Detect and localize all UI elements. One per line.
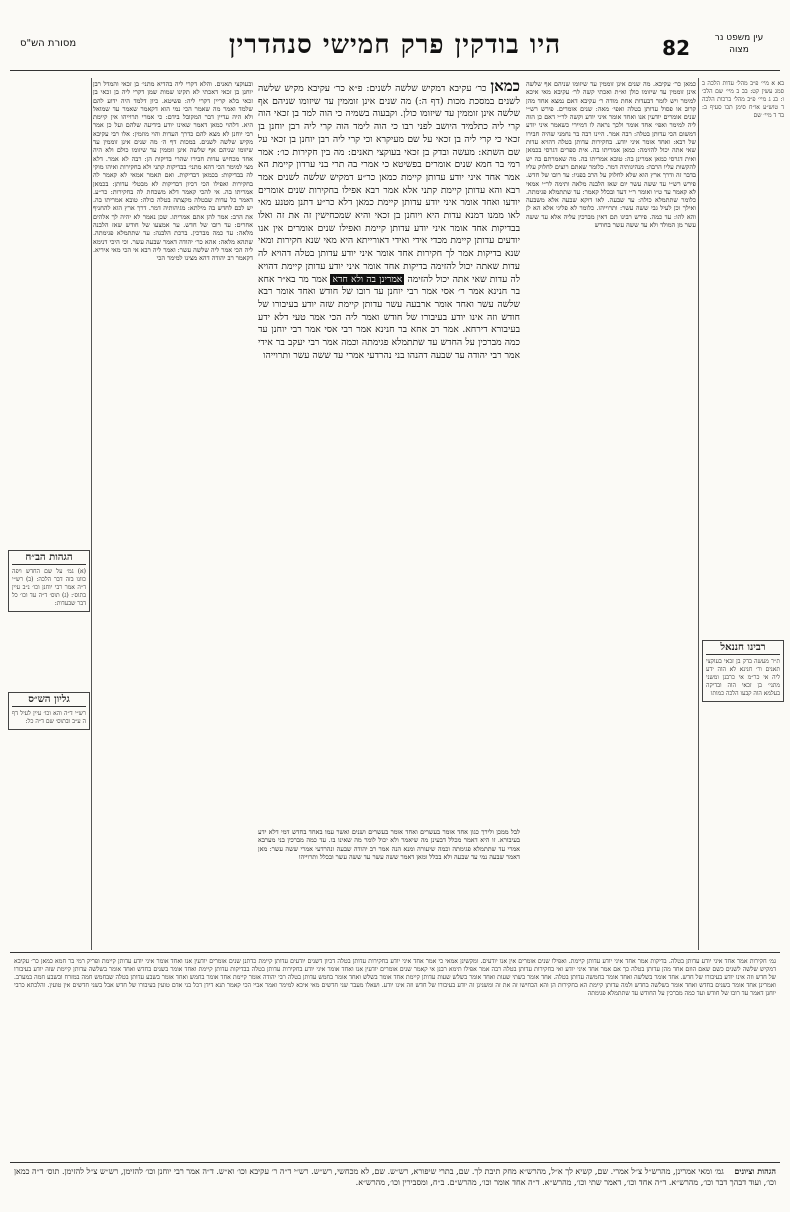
bottom-commentary: גמ׳ חקירות אמר אחד איני יודע עדותן בטלה. בדיקות אמר אחד איני יודע עדותן קיימת. ואפילו שנים אומרים אין אנו יודעים. ומקשינן אמאי כי אמר אחד איני יודע בחקירות עדותן בטלה דכיון דשנים יודעים עדותן קיימת כדתנן שנים אומרים יודעין אנו ואחד אומר איני יודע עדותן קיימת ופריק רמי בר חמא כמאן כר׳ עקיבא דמקיש שלשה לשנים כשם שאם הוזם אחד מהן עדותן בטלה כך אם אמר אחד איני יודע ואי בחקירות עדותן בטלה רבה אמר אפילו תימא רבנן אי קאמר שנים אומרים יודעין אנו ואחד אומר איני יודע בחקירות עדותן בטלה בבדיקות עדותן קיימת ואחד אומר בשנים בחדש ואחד אומר בשלשה עדותן קיימת שזה יודע בעיבורו של חדש וזה אינו יודע בעיבורו של חדש. אחד אומר בשלשה ואחד אומר בחמשה עדותן בטלה. אחד אומר בשתי שעות ואחד אומר בשלש שעות עדותן קיימת אחד אומר בשלש ואחד אומר בחמש עדותן בטלה רבי יהודה אומר קיימת אחד אומר בחמש ואחד אומר בשבע עדותן בטלה שבחמש חמה במזרח ובשבע חמה במערב. ואמרינן אחד אומר בשנים בחדש ואחד אומר בשלשה בחדש ולמה עדותן קיימת הא בחקירות הן והא הכחישו זה את זה ומשנינן זה יודע בעיבורו של חדש וזה אינו יודע. ושאלו מעבר שני חדשים מאי איכא למימר ואמר אביי הכי קאמר תנא דידן דכל בני אדם טועין בעיבורו של חדש אבל בשני חדשים אין טועין. והלכתא כרבי יוחנן דאמר עד רובו של חודש ועד כמה מברכין על החודש עד שתתמלא פגימתה bbox=[14, 958, 776, 997]
gilyon-hashas-title: גליון הש״ס bbox=[12, 696, 86, 707]
gemara-passage-2: אפילו בחקירות שנים אומרים יודעו ואחד אומר איני יודע עדותן קיימת כמאן דלא כר״ע דתנן מטנע מאי לאו ממנו דמנא עדות היא ויוחנן בן זכאי והיא שמכחישין זה את זה ואלו בבדיקות אחד אומר איני יודע עדותן קיימת ואפילו שנים אומרים אין אנו יודעים עדותן קיימת מכדי אידי ואידי דאורייתא היא מאי שנא חקירות ומאי שנא בדיקות אמר לך חקירות אחד אומר איני יודע עדותן בטלה דהויא לה עדות שאתה יכול להזימה בדיקות אחד אומר איני יודע עדותן קיימת דהויא לה עדות שאי אתה יכול להזימה bbox=[258, 184, 520, 285]
bottom-divider bbox=[10, 952, 780, 953]
glosses-text: גמ׳ ומאי אמרינן, מהרש״ל צ״ל אמרי. שם, קשיא לך א״ל, מהרש״א מחק תיבת לך. שם, בתרי שיפורא, רש״ש. שם, לא מכחשי, רש״ש. רש״י ד״ה ר׳ עקיבא וכו׳ וא״ש. ד״ה אמר רבי יוחנן וכו׳ להזימן, רש״ש צ״ל להזימן. תוס׳ ד״ה כמאן וכו׳, ועוד דבהך דבר וכו׳, מהרש״א. ד״ה אחד וכו׳, דאמר שתי וכו׳, מהרש״א. ד״ה אחד אומר וכו׳, מהרש״ם. ב״ח, ומסבירין וכו׳, מהרש״א. bbox=[14, 1167, 776, 1187]
mesoret-hashas-label: מסורת הש"ס bbox=[20, 38, 77, 49]
gilyon-hashas-box bbox=[8, 692, 90, 730]
ein-mishpat-text: בא א מיי׳ פ״ב מהל׳ עדות הלכה ב סמג עשין קט: בב ב מיי׳ שם הלכ׳ ו: בג ג מיי׳ פ״ב מהל׳ ברכות הלכה ד טוש״ע או״ח סימן תכו סעיף ב: בד ד מיי׳ שם bbox=[702, 80, 784, 119]
hagahot-habach-box bbox=[8, 550, 90, 612]
tosafot-commentary: כמאן כר׳ עקיבא. מה שנים אינן זוממין עד שיזומו שניהם אף שלשה אינן זוממין עד שיזומו כולן וא״ת ואכתי קשה לר׳ עקיבא מאי איכא למימר ויש לומר דבעדות אחת מודה ר׳ עקיבא דאם נמצא אחד מהן קרוב או פסול עדותן בטלה ואפי׳ מאה: שנים אומרים. פירש רש״י שנים אומרים יודעין אנו ואחד אומר איני יודע וקשה לר״י דאם כן הוה ליה למימר ואפי׳ אחד אומר ולכך נראה לו דמיירי כשאמר איני יודע דמשום הכי עדותן בטלה: רבה אמר. היינו רבה בר נחמני שהיה חבירו של רבא: ואחד אומר איני יודע. בחקירות עדותן בטלה דהויא עדות שאי אתה יכול להזימה: כמאן אמריתו בה. אית ספרים דגרסי בכמאן ואית דגרסי כמאן אמרינן בה: טובא אמריתו בה. מה שאמרתם בה יש להקשות עליו הרבה: מנהיגותיה דמר. כלומר שאתם רוצים לחלוק עליו בדבר זה ודרך ארץ הוא שלא לחלוק על הרב בפניו: עד רובו של חדש. פירש רש״י עד ששה עשר יום שאז הלבנה מלאה ותימה לר״י אמאי לא קאמר עד ט״ו ואומר ר״י דעד ובכלל קאמר: עד שתתמלא פגימתה. כלומר שתתמלא כולה: עד שבעה. לאו דוקא שבעה אלא משבעה ואילך וכן לעיל גבי ששה עשר: ותרוייהו. כלומר לא פליגי אלא הא לן והא להו: עד כמה. פירש רבינו תם דאין מברכין עליה אלא עד ששה עשר מן המולד ולא עד ששה עשר בחודש bbox=[526, 80, 696, 230]
right-margin bbox=[702, 80, 784, 980]
gemara-footer-commentary: לבל ממכן ולירך כגון אחד אומר בעשרים ואחד אומר בעשרים ושנים ואשר עמו באחד בחדש דמי דלא ידע בעיבורא. זו היא דאמר מכלל דבעינן מה שיאמר ולא יכול לומר מה שאינו בו. עד כמה מברכין בני מערבא אמרי עד שתתמלא פגימתה וכמה שיעורה ומנא הנה אמר רב יהודה שבעה ונהרדעי אמרי ששה עשר: מאן דאמר שבעה נמי עד שבעה ולא בכלל ומאן דאמר ששה עשר עד ששה עשר ובכלל ותרוייהו bbox=[258, 828, 520, 861]
rabbeinu-chananel-box bbox=[702, 640, 784, 702]
left-margin bbox=[8, 80, 90, 980]
page-title: היו בודקין פרק חמישי סנהדרין bbox=[228, 30, 562, 60]
gemara-passage-1: כר׳ עקיבא דמקיש שלשה לשנים: פ״א כר׳ עקיבא מקיש שלשה לשנים במסכת מכות (דף ה:) מה שנים אינן זוממין עד שיזומו שניהם אף שלשה אינן זוממין עד שיזומו כולן. וקבעוה בשמיה כי הוה למד בן זכאי הוה קרי ליה כתלמיד היושב לפני רבו כי הוה לימד הוה קרי ליה רבן יוחנן בן זכאי כי קרי ליה בן זכאי על שם מעיקרא וכי קרי ליה רבן יוחנן בן זכאי על שם השתא: מעשה ובדק בן זכאי בעוקצי תאנים: מה בין חקירות כו׳: אמר רמי בר חמא שנים אומרים בפשיטא כי אמרי בה תרי בני ערדון קיימת הא אמר אחד איני יודע עדותן קיימת כמאן כר״ע דמקיש שלשה לשנים אמר רבא והא עדותן קיימת קתני אלא אמר רבא bbox=[258, 83, 520, 196]
rabbeinu-chananel-text: ת״ר מעשה בדק בן זכאי בעוקצי תאנים ור׳ חנינא לא הוה ידע ליה אי כר״מ אי כרבנן ומשני מתני׳ בן זכאי הוה ובדיקה בעלמא הוה קבעו הלכה כמותו bbox=[706, 658, 780, 697]
hagahot-habach-text: (א) גמ׳ על שם החדש ויפה כוונו בזה דבר הלכה: (ב) רש״י ד״ה אמר רבי יוחנן וכו׳ נ״ב עיין בתוס׳: (ג) תוס׳ ד״ה עד וכו׳ כל דבר שבעדות: bbox=[12, 568, 86, 607]
glosses-title: הגהות וציונים bbox=[734, 1166, 776, 1176]
gilyon-hashas-text: רש״י ד״ה והא וכו׳ עיין לעיל דף ה ע״ב ובתוס׳ שם ד״ה כל: bbox=[12, 710, 86, 725]
page-number: 82 bbox=[662, 36, 690, 60]
glosses-footer bbox=[14, 1166, 776, 1206]
rashi-commentary: ובעוקצי תאנים. והלא דקרי ליה בהדיא מתני׳ בן זכאי והמדל רבן יוחנן בן זכאי דאכתי לא תקינו שמות שמן דקרי ליה בן זכאי בן זכאי בלא קריין דקרי ליה: פשיטא. כיון דלמד היה ידוע להם שלמד ואמר מה שאמר הכי נמי הוא דקאמר שאמר עד שמואל ולא היה עדיין דבר המקובל בידם: כי אמרי תרוייהו אין קיימת היא. דלהוי כמאן דאמר שאינו יודע בידיעה שלהם ועל כן אמר רבי יוחנן לא מצא להם כדרך העדות והוי מוזמין: אלו רבי עקיבא מקיש שלשה לשנים. במכות דף ה׳ מה שנים אינן זוממין עד שיזומו שניהם אף שלשה אינן זוממין עד שיזומו כולם ולא היה אחד מכחיש עדות חבירו שהרי בדיקות הן: רבה לא אמר. דלא מצי למימר הכי דהא מתני׳ בבדיקות קתני ולא בחקירות ואיהו מוקי לה בבדיקות: בכמאן דבדיקות. ואם תאמר אמאי לא קאמר לה בחקירות ואפילו הכי דכיון דבדיקות לא מבטלי עדותן: בכמאן אמריתו בה. אי להכי קאמר דלא משכחת לה בחקירות: כר״ע. דאמר כל עדות שבטלה מקצתה בטלה כולה: טובא אמריתו בה. יש לכם לחדש בה מילתא: מגיהותיה דמר. דרך ארץ הוא להחניף את הרב: אמר להן אתם אמריתו. שכן נאמר לא יהיה לך אלהים אחרים: עד רובו של חדש. ער אמצעו של חודש שאז הלבנה מלאה: עד כמה מברכין. ברכת הלבנה: עד שתתמלא פגימתה. שתהא מלאה: אהא כר׳ יהודה דאמר שבעה עשר. וכי היכי דנימא ליה הכי אמר ליה שלשה עשר: ואמר ליה רבא אי הכי מאי איריא. דקאמר רב יהודה דהא מצינו למימר הכי bbox=[93, 80, 253, 263]
highlighted-phrase: אמרינן בה ולא חדא bbox=[332, 273, 403, 285]
gemara-lead-word: כמאן bbox=[490, 80, 520, 95]
rabbeinu-chananel-title: רבינו חננאל bbox=[706, 644, 780, 655]
gemara-passage-3: אמר מר בא״ר אחא בר חנינא אמר ר׳ אסי אמר רבי יוחנן עד רובו של חודש ואחד אומר רבא שלשה עשר ואחד אומר ארבעה עשר עדותן קיימת שזה יודע בעיבורו של חודש וזה אינו יודע בעיבורו של חודש ואמר ליה הכי אמר טעי דלא ידע בעיבורא דירחא. אמר רב אחא בר חנינא אמר רבי אסי אמר רבי יוחנן עד כמה מברכין על החדש עד שתתמלא פגימתה וכמה אמר רבי יעקב בר אידי אמר רבי יהודה עד שבעה דהנהו בני נהרדעי אמרי עד ששה עשר ותרוייהו bbox=[258, 273, 520, 361]
gemara-text bbox=[258, 80, 520, 825]
page-header bbox=[10, 30, 780, 70]
glosses-divider bbox=[10, 1162, 780, 1163]
ein-mishpat-label: עין משפט נר מצוה bbox=[714, 33, 764, 55]
column-divider bbox=[91, 78, 92, 950]
hagahot-habach-title: הגהות הב״ח bbox=[12, 554, 86, 565]
column-divider bbox=[698, 78, 699, 950]
header-divider bbox=[10, 70, 780, 71]
